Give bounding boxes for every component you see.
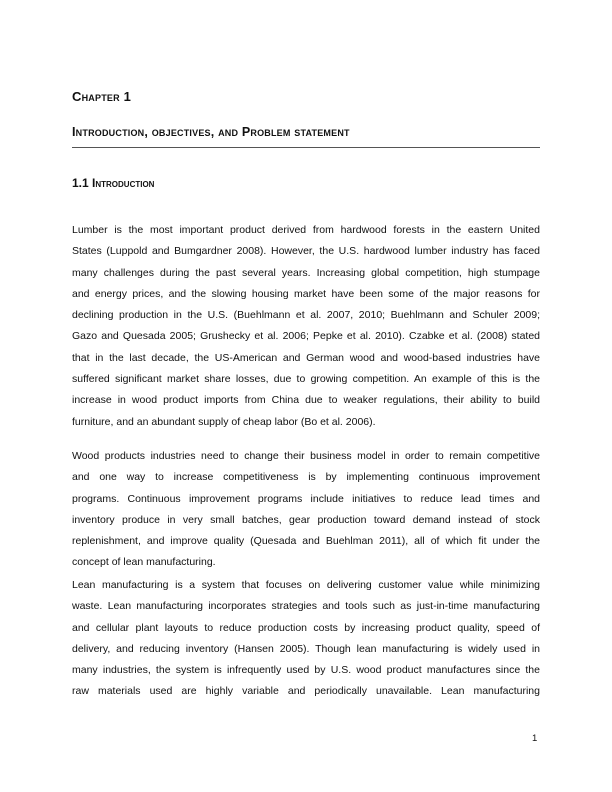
section-heading: 1.1 Introduction (72, 176, 155, 190)
paragraph-line: and cellular plant layouts to reduce production costs by increasing product quality, speed of (72, 621, 540, 634)
paragraph-line: Gazo and Quesada 2005; Grushecky et al. 2006; Pepke et al. 2010). Czabke et al. (2008) stated (72, 330, 540, 343)
paragraph-line: replenishment, and improve quality (Quesada and Buehlman 2011), all of which fit under the (72, 535, 540, 548)
paragraph-line: Lumber is the most important product derived from hardwood forests in the eastern United (72, 224, 540, 236)
paragraph-line: that in the last decade, the US-American and German wood and wood-based industries have (72, 351, 540, 364)
paragraph-3 (72, 575, 540, 703)
paragraph-line: increase in wood product imports from China due to weaker regulations, their ability to build (72, 394, 540, 407)
paragraph-line: raw materials used are highly variable and periodically unavailable. Lean manufacturing (72, 685, 540, 698)
paragraph-line: programs. Continuous improvement programs include initiatives to reduce lead times and (72, 492, 540, 505)
paragraph-line: many challenges during the past several years. Increasing global competition, high stumpage (72, 266, 540, 279)
paragraph-1 (72, 220, 540, 433)
paragraph-line: States (Luppold and Bumgardner 2008). However, the U.S. hardwood lumber industry has faced (72, 245, 540, 258)
paragraph-line: delivery, and reducing inventory (Hansen 2005). Though lean manufacturing is widely used in (72, 642, 540, 655)
chapter-title: Introduction, objectives, and Problem statement (72, 125, 350, 139)
paragraph-line: many industries, the system is infrequently used by U.S. wood product manufactures since the (72, 664, 540, 677)
paragraph-line: waste. Lean manufacturing incorporates strategies and tools such as just-in-time manufacturing (72, 600, 540, 613)
title-divider (72, 147, 540, 148)
paragraph-line: declining production in the U.S. (Buehlmann et al. 2007, 2010; Buehlmann and Schuler 2009; (72, 309, 540, 322)
chapter-label: Chapter 1 (72, 89, 132, 104)
paragraph-line: Wood products industries need to change their business model in order to remain competitive (72, 450, 540, 462)
paragraph-line: and energy prices, and the slowing housing market have been some of the major reasons for (72, 287, 540, 300)
paragraph-line: furniture, and an abundant supply of cheap labor (Bo et al. 2006). (72, 415, 376, 428)
paragraph-line: concept of lean manufacturing. (72, 556, 216, 569)
paragraph-line: inventory produce in very small batches, gear production toward demand instead of stock (72, 513, 540, 526)
paragraph-2 (72, 446, 540, 574)
page-number: 1 (532, 733, 538, 744)
paragraph-line: Lean manufacturing is a system that focuses on delivering customer value while minimizing (72, 579, 540, 591)
paragraph-line: and one way to increase competitiveness is by implementing continuous improvement (72, 471, 540, 484)
paragraph-line: suffered significant market share losses, due to growing competition. An example of this is the (72, 373, 540, 386)
